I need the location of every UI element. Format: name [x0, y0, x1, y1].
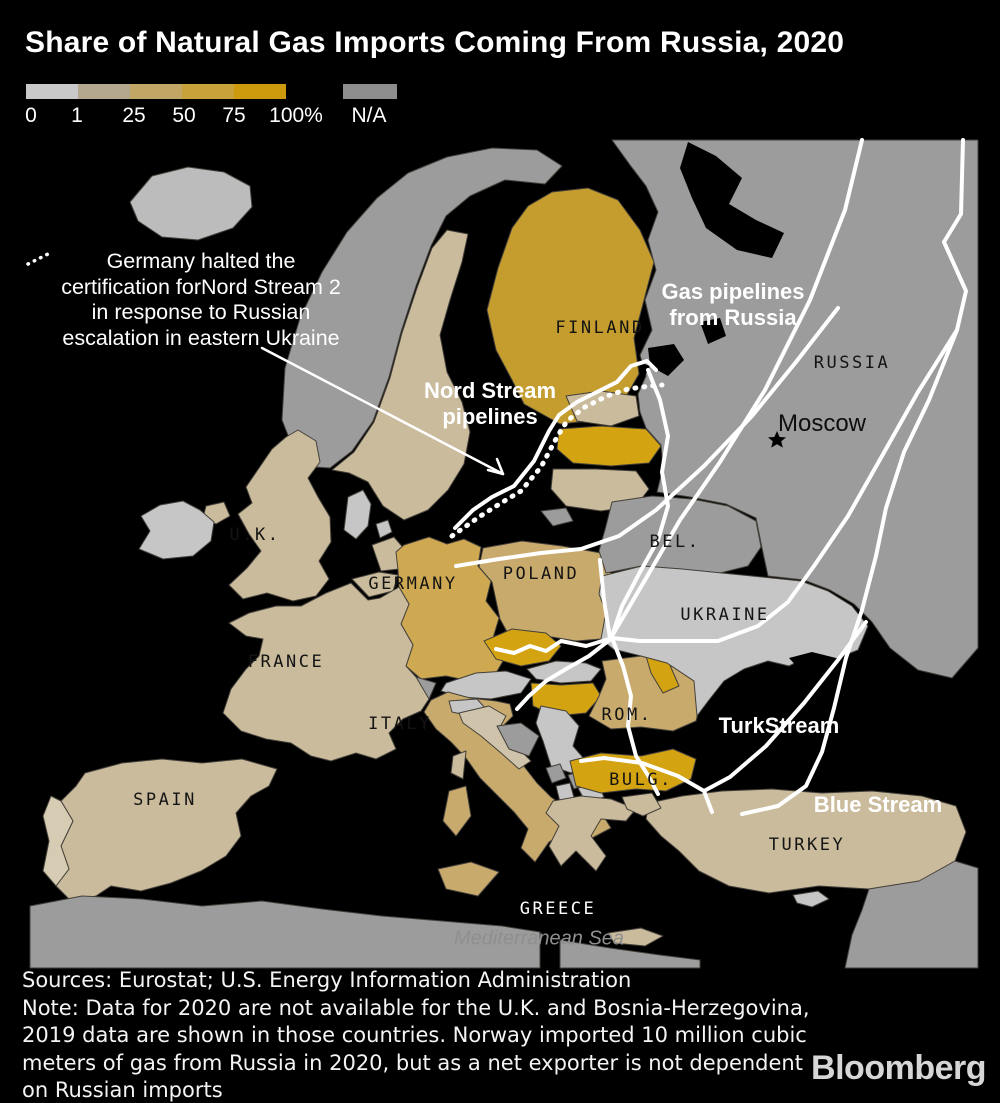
label-ukraine: UKRAINE	[680, 605, 770, 625]
label-russia: RUSSIA	[813, 353, 891, 373]
annotation-line2	[18, 275, 384, 301]
label-gas-pipelines-line1: Gas pipelines	[661, 279, 805, 304]
label-turkey: TURKEY	[768, 835, 846, 855]
legend-tick-0: 0	[25, 104, 37, 127]
annotation-line3: in response to Russian	[91, 300, 311, 324]
label-germany: GERMANY	[368, 574, 458, 594]
label-spain: SPAIN	[133, 790, 197, 810]
annotation-line1: Germany halted the	[106, 249, 296, 273]
legend-tick-1: 1	[71, 104, 83, 127]
bloomberg-logo: Bloomberg	[811, 1049, 986, 1087]
dotted-line-sample-icon	[24, 249, 54, 267]
label-greece: GREECE	[519, 899, 597, 919]
page-title: Share of Natural Gas Imports Coming From Russia, 2020	[25, 26, 845, 59]
legend-tick-50: 50	[172, 104, 196, 127]
legend-tick-25: 25	[122, 104, 146, 127]
legend-tick-na: N/A	[351, 104, 387, 127]
label-bulgaria: BULG.	[609, 770, 673, 790]
annotation-nord-stream-2	[18, 249, 384, 351]
legend-tick-100: 100%	[269, 104, 323, 127]
label-moscow: Moscow	[777, 410, 867, 437]
label-gas-pipelines-line2: from Russia	[669, 305, 797, 330]
annotation-line4: escalation in eastern Ukraine	[62, 325, 340, 350]
label-blue-stream: Blue Stream	[813, 792, 943, 817]
annotation-line2-after: Nord Stream 2	[201, 274, 341, 299]
label-france: FRANCE	[247, 652, 325, 672]
label-gas-pipelines	[661, 279, 804, 331]
footer-sources: Sources: Eurostat; U.S. Energy Information Administration	[22, 968, 632, 992]
legend-tick-75: 75	[222, 104, 246, 127]
label-mediterranean-sea: Mediterranean Sea	[453, 927, 625, 950]
label-romania: ROM.	[601, 705, 653, 725]
label-uk: U.K.	[229, 525, 281, 545]
label-nord-stream-line2: pipelines	[442, 404, 538, 429]
annotation-line2-before: certification for	[61, 274, 201, 299]
label-turkstream: TurkStream	[718, 713, 840, 738]
label-italy: ITALY	[368, 714, 432, 734]
label-poland: POLAND	[502, 564, 580, 584]
label-nord-stream-line1: Nord Stream	[423, 378, 557, 403]
footer	[22, 967, 812, 1103]
footer-note: Note: Data for 2020 are not available for the U.K. and Bosnia-Herzegovina, 2019 data are shown in those countries. Norway imported 10 million cubic meters of gas from Russia in 2020, but as a net exporter is not dependent on Russian imports	[22, 995, 810, 1102]
label-finland: FINLAND	[555, 318, 645, 338]
country-latvia	[557, 426, 661, 466]
label-belarus: BEL.	[649, 532, 701, 552]
label-nord-stream	[424, 378, 556, 430]
